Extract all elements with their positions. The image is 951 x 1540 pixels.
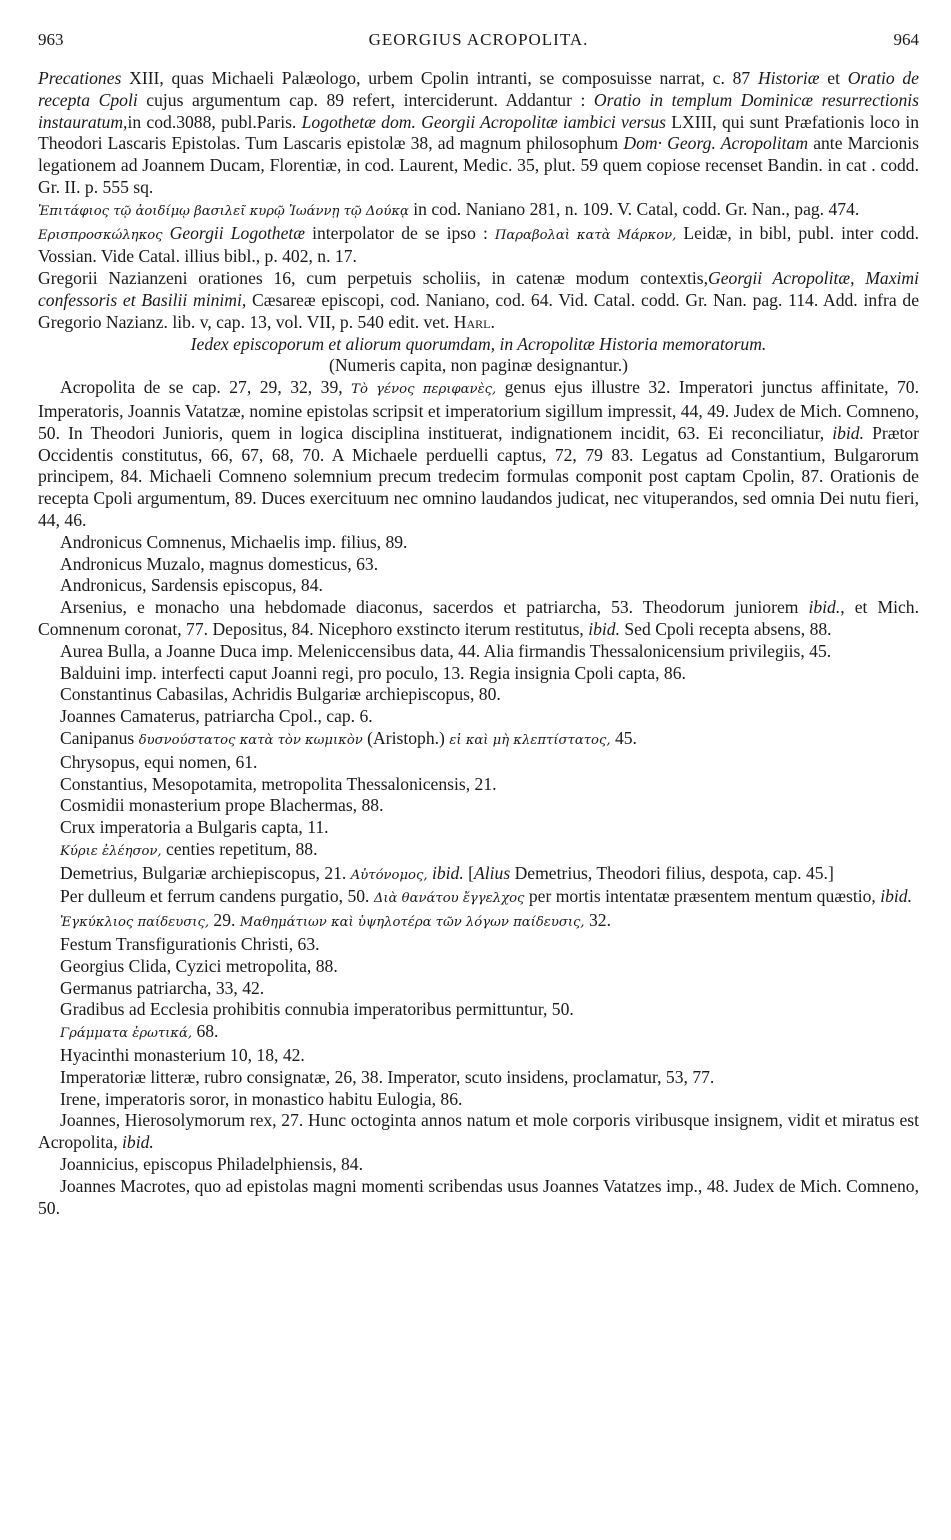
index-entry: Constantinus Cabasilas, Achridis Bulgariæ archiepiscopus, 80. [60, 684, 501, 705]
index-entry: Andronicus, Sardensis episcopus, 84. [60, 575, 323, 596]
index-entry: Gradibus ad Ecclesia prohibitis connubia imperatoribus permittuntur, 50. [60, 999, 574, 1020]
index-entry: Andronicus Muzalo, magnus domesticus, 63. [60, 553, 379, 574]
index-entry: Irene, imperatoris soror, in monastico habitu Eulogia, 86. [60, 1088, 463, 1109]
index-entry-paideusis: Ἐγκύκλιος παίδευσις, 29. Μαθημάτιων καὶ ὑψηλοτέρα τῶν λόγων παίδευσις, 32. [60, 910, 611, 931]
index-entry: Constantius, Mesopotamita, metropolita Thessalonicensis, 21. [60, 773, 497, 794]
right-page-number: 964 [893, 30, 919, 49]
index-entry: Germanus patriarcha, 33, 42. [60, 977, 265, 998]
index-entry: Chrysopus, equi nomen, 61. [60, 751, 258, 772]
index-entry: Andronicus Comnenus, Michaelis imp. filius, 89. [60, 531, 408, 552]
index-entry-grammata: Γράμματα ἐρωτικά, 68. [60, 1021, 219, 1042]
index-entry: Balduini imp. interfecti caput Joanni regi, pro poculo, 13. Regia insignia Cpoli capta, 86. [60, 662, 686, 683]
running-title: GEORGIUS ACROPOLITA. [368, 30, 589, 49]
index-title: Iedex episcoporum et aliorum quorumdam, in Acropolitæ Historia memoratorum. [190, 333, 767, 354]
running-header [38, 30, 919, 56]
index-entry-acropolita: Acropolita de se cap. 27, 29, 32, 39, Τὸ γένος περιφανὲς, genus ejus illustre 32. Imperatori junctus affinitate, 70. Imperatoris, Joannis Vatatzæ, nomine epistolas scripsit et imperatorium sigillum impressit, 44, 49. Judex de Mich. Comneno, 50. In Theodori Junioris, quem in logica disciplina instituerat, indignationem incidit, 63. Ei reconciliatur, ibid. Prætor Occidentis constitutus, 66, 67, 68, 70. A Michaele perduelli captus, 72, 79 83. Legatus ad Constantium, Bulgarorum principem, 84. Michaeli Comneno solemnium precum tredecim formulas componit post captam Cpolin, 87. Orationis de recepta Cpoli argumentum, 89. Duces exercituum nec omnino laudandos judicat, nec vituperandos, sed omnia Dei nutu fieri, 44, 46. [38, 377, 919, 530]
index-entry: Georgius Clida, Cyzici metropolita, 88. [60, 955, 338, 976]
index-entry: Hyacinthi monasterium 10, 18, 42. [60, 1045, 305, 1066]
index-entry-kyrie: Κύριε ἐλέησον, centies repetitum, 88. [60, 838, 318, 859]
index-entry-demetrius: Demetrius, Bulgariæ archiepiscopus, 21. Αὐτόνομος, ibid. [Alius Demetrius, Theodori filius, despota, cap. 45.] [60, 862, 834, 883]
index-entry-canipanus: Canipanus δυσνούστατος κατὰ τὸν κωμικὸν (Aristoph.) εἰ καὶ μὴ κλεπτίστατος, 45. [60, 727, 637, 748]
paragraph-epitaphios: Ἐπιτάφιος τῷ ἀοιδίμῳ βασιλεῖ κυρῷ Ἰωάννῃ τῷ Δούκᾳ in cod. Naniano 281, n. 109. V. Catal, codd. Gr. Nan., pag. 474. [38, 198, 860, 219]
index-entry: Cosmidii monasterium prope Blachermas, 88. [60, 795, 384, 816]
index-entry: Festum Transfigurationis Christi, 63. [60, 934, 320, 955]
left-page-number: 963 [38, 30, 64, 49]
index-entry: Imperatoriæ litteræ, rubro consignatæ, 26, 38. Imperator, scuto insidens, proclamatur, 53, 77. [60, 1066, 715, 1087]
index-entry: Crux imperatoria a Bulgaris capta, 11. [60, 817, 329, 838]
index-entry: Joannes Macrotes, quo ad epistolas magni momenti scribendas usus Joannes Vatatzes imp., 48. Judex de Mich. Comneno, 50. [38, 1175, 919, 1218]
text-body [38, 68, 919, 1219]
index-entry-joannes: Joannes, Hierosolymorum rex, 27. Hunc octoginta annos natum et mole corporis viribusque insignem, vidit et miratus est Acropolita, ibid. [38, 1110, 919, 1153]
index-entry-arsenius: Arsenius, e monacho una hebdomade diaconus, sacerdos et patriarcha, 53. Theodorum juniorem ibid., et Mich. Comnenum coronat, 77. Depositus, 84. Nicephoro exstincto iterum restitutus, ibid. Sed Cpoli recepta absens, 88. [38, 597, 919, 639]
index-entry: Joannes Camaterus, patriarcha Cpol., cap. 6. [60, 706, 373, 727]
index-entry: Aurea Bulla, a Joanne Duca imp. Meleniccensibus data, 44. Alia firmandis Thessalonicensium privilegiis, 45. [60, 640, 832, 661]
paragraph-precationes: Precationes XIII, quas Michaeli Palæologo, urbem Cpolin intranti, se composuisse narrat, c. 87 Historiæ et Oratio de recepta Cpoli cujus argumentum cap. 89 refert, interciderunt. Addantur : Oratio in templum Dominicæ resurrectionis instauratum,in cod.3088, publ.Paris. Logothetæ dom. Georgii Acropolitæ iambici versus LXIII, qui sunt Præfationis loco in Theodori Lascaris Epistolas. Tum Lascaris epistolæ 38, ad magnum philosophum Dom· Georg. Acropolitam ante Marcionis legationem ad Joannem Ducam, Florentiæ, in cod. Laurent, Medic. 35, plut. 59 quem copiose recenset Bandin. in cat . codd. Gr. II. p. 555 sq. [38, 68, 920, 197]
index-entry: Joannicius, episcopus Philadelphiensis, 84. [60, 1154, 363, 1175]
index-subtitle: (Numeris capita, non paginæ designantur.) [328, 355, 629, 376]
paragraph-interpolator: Ερισπροσκώληκος Georgii Logothetæ interpolator de se ipso : Παραβολαὶ κατὰ Μάρκον, Leidæ, in bibl, publ. inter codd. Vossian. Vide Catal. illius bibl., p. 402, n. 17. [38, 222, 919, 267]
paragraph-gregorii: Gregorii Nazianzeni orationes 16, cum perpetuis scholiis, in catenæ modum contextis,Georgii Acropolitæ, Maximi confessoris et Basilii minimi, Cæsareæ episcopi, cod. Naniano, cod. 64. Vid. Catal. codd. Gr. Nan. pag. 114. Add. infra de Gregorio Nazianz. lib. v, cap. 13, vol. VII, p. 540 edit. vet. Harl. [38, 268, 919, 332]
index-entry-purgatio: Per dulleum et ferrum candens purgatio, 50. Διὰ θανάτου ἔγγελχος per mortis intentatæ præsentem mentum quæstio, ibid. [60, 886, 912, 907]
